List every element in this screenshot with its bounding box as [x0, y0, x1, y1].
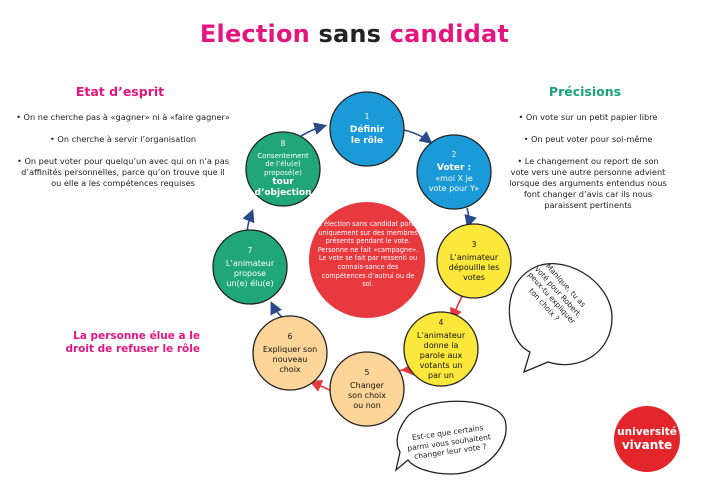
- logo-line-1: université: [617, 426, 677, 438]
- step-3-number: 3: [471, 239, 477, 249]
- step-1-label: Définir: [349, 124, 385, 135]
- step-3-text: [442, 229, 506, 293]
- step-6-sublabel: nouveau choix: [272, 354, 308, 374]
- step-6-text: [258, 321, 322, 385]
- step-7-sublabel: propose un(e) élu(e): [226, 268, 274, 288]
- step-5-number: 5: [364, 367, 370, 377]
- logo-line-2: vivante: [621, 438, 673, 452]
- title-word-candidat: candidat: [389, 20, 510, 48]
- step-3-label: L’animateur: [449, 252, 499, 262]
- step-8-number: 8: [280, 138, 286, 148]
- step-3-sublabel: dépouille les votes: [448, 262, 500, 282]
- step-4-text: [409, 317, 473, 381]
- step-8-label: Consentement de l’élu(e) proposé(e): [257, 151, 309, 177]
- arrow-7-8: [247, 212, 252, 232]
- right-item-3: • Le changement ou report de son vote vers une autre personne advient lorsque des arguments entendus nous font changer d’avis car ils nous paraissent pertinents: [509, 156, 667, 210]
- step-6-number: 6: [287, 331, 293, 341]
- step-5-label: Changer: [350, 380, 384, 390]
- left-item-2: • On cherche à servir l’organisation: [49, 134, 197, 144]
- step-6-label: Expliquer son: [262, 344, 318, 354]
- title-word-sans: sans: [318, 20, 382, 48]
- universite-vivante-logo: [614, 406, 680, 472]
- step-4-number: 4: [438, 317, 444, 327]
- right-section-title: Précisions: [548, 84, 622, 99]
- left-section-title: Etat d’esprit: [75, 84, 165, 99]
- step-7-text: [218, 235, 282, 299]
- arrow-2-3: [467, 208, 469, 225]
- step-4-sublabel: donne la parole aux votants un par un: [419, 340, 463, 380]
- step-7-label: L’animateur: [225, 258, 275, 268]
- speech-bubble-2-text: Est-ce que certains parmi vous souhaitent changer leur vote ?: [406, 423, 492, 461]
- step-2-number: 2: [451, 150, 457, 159]
- step-5-text: [335, 357, 399, 421]
- step-7-number: 7: [247, 245, 253, 255]
- title-word-election: Election: [199, 20, 310, 48]
- left-item-1: • On ne cherche pas à «gagner» ni à «faire gagner»: [16, 112, 230, 122]
- left-item-3: • On peut voter pour quelqu’un avec qui on n’a pas d’affinités personnelles, parce qu’on trouve que il ou elle a les compétences requises: [17, 156, 229, 188]
- step-2-text: [422, 140, 486, 204]
- step-4-label: L’animateur: [416, 330, 466, 340]
- arrow-6-7: [272, 304, 283, 318]
- step-2-label: Voter :: [436, 163, 472, 173]
- right-item-2: • On peut voter pour soi-même: [523, 134, 653, 144]
- step-8-sublabel: tour d’objection: [254, 177, 312, 199]
- step-1-text: [337, 99, 397, 159]
- center-text: L’élection sans candidat porte uniquement sur des membres présents pendant le vote. Personne ne fait «campagne». Le vote se fait par ressenti ou connais-sance des compétences d’autrui ou de soi.: [317, 220, 419, 289]
- right-item-1: • On vote sur un petit papier libre: [518, 112, 658, 122]
- step-1-number: 1: [364, 111, 370, 121]
- step-2-sublabel: «moi X je vote pour Y»: [428, 174, 480, 193]
- step-8-text: [249, 135, 317, 203]
- speech-bubble-1-text: Manique, tu as voté pour Robert, peux-tu expliquer ton choix ?: [526, 261, 588, 326]
- step-1-sublabel: le rôle: [350, 135, 384, 146]
- step-5-sublabel: son choix ou non: [348, 390, 386, 410]
- left-note: La personne élue a le droit de refuser le rôle: [65, 330, 200, 355]
